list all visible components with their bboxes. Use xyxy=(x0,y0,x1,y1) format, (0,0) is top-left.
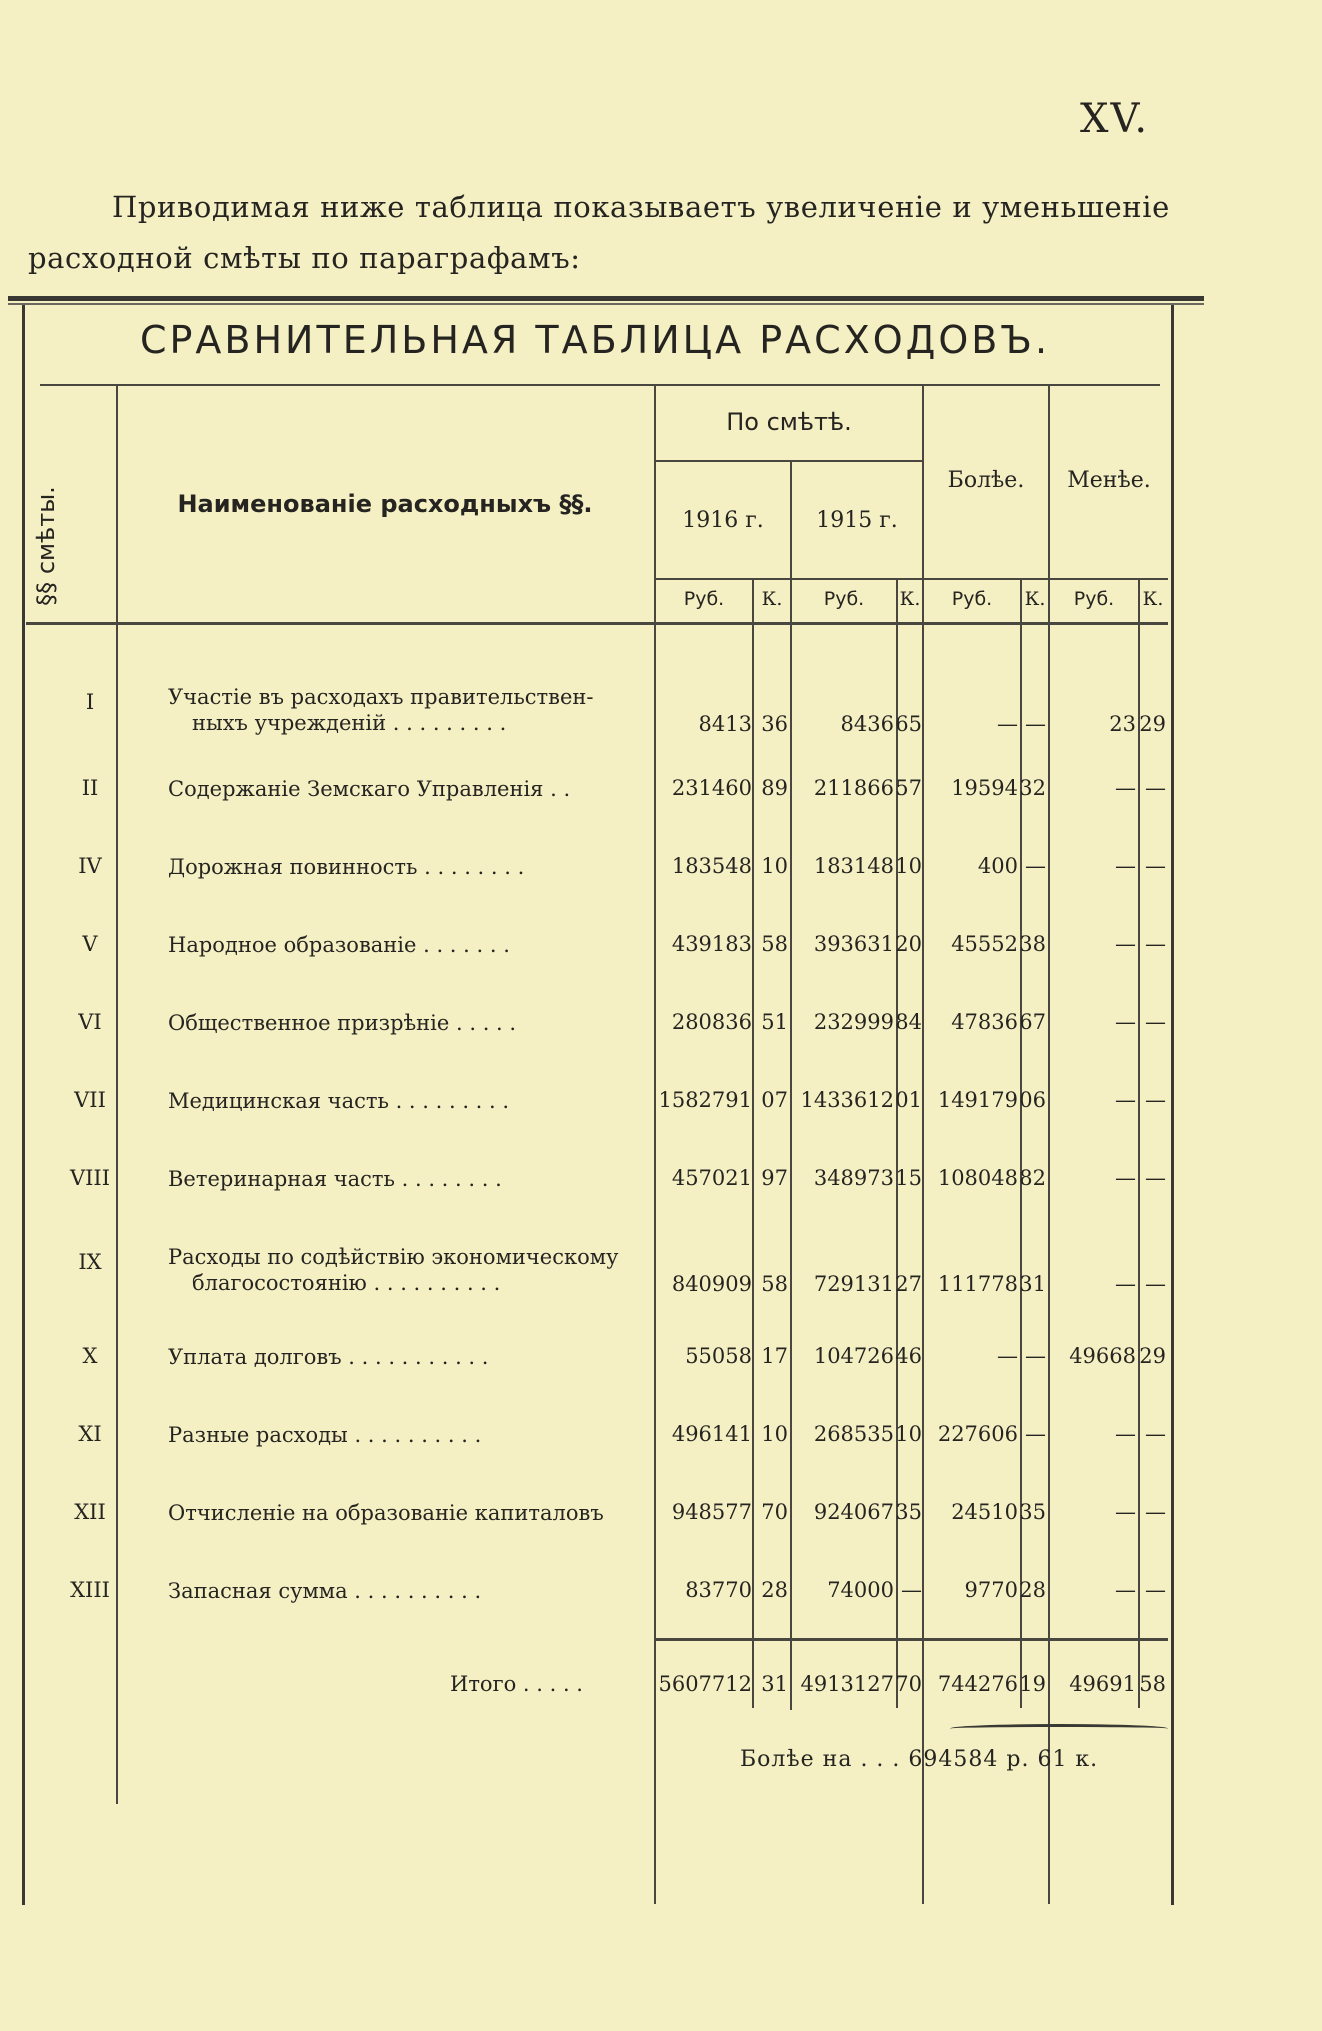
row-number: I xyxy=(85,690,95,714)
cell-rm: — xyxy=(1115,932,1136,956)
rub-header-1915: Руб. xyxy=(823,588,865,610)
cell-kb: 28 xyxy=(1019,1578,1046,1602)
table-row xyxy=(0,1082,1322,1142)
total-k15: 70 xyxy=(895,1672,922,1696)
cell-rb: 9770 xyxy=(964,1578,1018,1602)
table-row xyxy=(0,1338,1322,1398)
cell-r16: 1582791 xyxy=(658,1088,752,1112)
row-number: X xyxy=(82,1344,98,1368)
cell-r16: 83770 xyxy=(685,1578,752,1602)
bolee-header: Болѣе. xyxy=(947,468,1025,493)
intro-line-2: расходной смѣты по параграфамъ: xyxy=(28,241,581,275)
row-name xyxy=(168,1244,648,1296)
header-units-line xyxy=(656,578,1168,580)
row-name-line-1: Уплата долговъ . . . . . . . . . . . xyxy=(168,1345,489,1369)
table-row xyxy=(0,1245,1322,1310)
cell-rb: — xyxy=(997,1344,1018,1368)
cell-kb: 82 xyxy=(1019,1166,1046,1190)
intro-text xyxy=(28,182,1178,284)
cell-rm: — xyxy=(1115,1166,1136,1190)
row-name-line-1: Народное образованiе . . . . . . . xyxy=(168,933,510,957)
cell-k15: 20 xyxy=(895,932,922,956)
row-number: IX xyxy=(78,1250,102,1274)
cell-rb: 227606 xyxy=(937,1422,1018,1446)
cell-km: — xyxy=(1145,1500,1166,1524)
po-smete-header: По смѣтѣ. xyxy=(726,408,852,436)
cell-rb: — xyxy=(997,712,1018,736)
cell-k15: 84 xyxy=(895,1010,922,1034)
cell-kb: 32 xyxy=(1019,776,1046,800)
cell-r15: 348973 xyxy=(813,1166,894,1190)
difference-line: Болѣе на . . . 694584 р. 61 к. xyxy=(740,1747,1099,1772)
cell-km: — xyxy=(1145,1422,1166,1446)
row-name-line-2: ныхъ учрежденiй . . . . . . . . . xyxy=(192,711,507,735)
cell-km: 29 xyxy=(1139,712,1166,736)
cell-k16: 17 xyxy=(761,1344,788,1368)
cell-kb: 67 xyxy=(1019,1010,1046,1034)
row-name xyxy=(168,854,648,880)
rub-header-menee: Руб. xyxy=(1073,588,1115,610)
cell-k15: 10 xyxy=(895,1422,922,1446)
row-name-line-2: благосостоянiю . . . . . . . . . . xyxy=(192,1271,501,1295)
table-row xyxy=(0,1416,1322,1476)
cell-km: — xyxy=(1145,1088,1166,1112)
row-number: IV xyxy=(78,854,102,878)
cell-k15: — xyxy=(901,1578,922,1602)
table-row xyxy=(0,1572,1322,1632)
cell-kb: — xyxy=(1025,1344,1046,1368)
table-row xyxy=(0,926,1322,986)
header-top-line xyxy=(40,384,1160,386)
cell-km: — xyxy=(1145,1578,1166,1602)
cell-rm: — xyxy=(1115,1578,1136,1602)
cell-k15: 27 xyxy=(895,1272,922,1296)
cell-k15: 65 xyxy=(895,712,922,736)
total-k16: 31 xyxy=(761,1672,788,1696)
row-name-line-1: Запасная сумма . . . . . . . . . . xyxy=(168,1579,482,1603)
cell-k15: 01 xyxy=(895,1088,922,1112)
row-name xyxy=(168,1166,648,1192)
cell-rm: — xyxy=(1115,776,1136,800)
cell-kb: — xyxy=(1025,854,1046,878)
cell-r15: 268535 xyxy=(813,1422,894,1446)
row-number: XII xyxy=(74,1500,106,1524)
cell-k15: 10 xyxy=(895,854,922,878)
cell-r15: 1433612 xyxy=(800,1088,894,1112)
cell-k16: 07 xyxy=(761,1088,788,1112)
total-row xyxy=(0,1672,1322,1732)
cell-r15: 211866 xyxy=(813,776,894,800)
menee-header: Менѣе. xyxy=(1067,468,1151,493)
cell-k16: 51 xyxy=(761,1010,788,1034)
total-r15: 4913127 xyxy=(800,1672,894,1696)
name-header: Наименованiе расходныхъ §§. xyxy=(177,490,593,518)
cell-k16: 97 xyxy=(761,1166,788,1190)
row-name xyxy=(168,1500,648,1526)
row-name-line-1: Разные расходы . . . . . . . . . . xyxy=(168,1423,482,1447)
cell-km: — xyxy=(1145,854,1166,878)
cell-r16: 948577 xyxy=(671,1500,752,1524)
table-row xyxy=(0,685,1322,750)
cell-rb: 111778 xyxy=(937,1272,1018,1296)
cell-k15: 57 xyxy=(895,776,922,800)
cell-k16: 70 xyxy=(761,1500,788,1524)
kop-header-menee: К. xyxy=(1142,588,1164,610)
cell-k16: 28 xyxy=(761,1578,788,1602)
cell-rb: 47836 xyxy=(951,1010,1018,1034)
row-name-line-1: Медицинская часть . . . . . . . . . xyxy=(168,1089,510,1113)
row-name xyxy=(168,1422,648,1448)
row-name-line-1: Содержанiе Земскаго Управленiя . . xyxy=(168,777,571,801)
cell-r16: 840909 xyxy=(671,1272,752,1296)
cell-km: — xyxy=(1145,932,1166,956)
row-name-line-1: Ветеринарная часть . . . . . . . . xyxy=(168,1167,502,1191)
table-row xyxy=(0,1004,1322,1064)
total-kb: 19 xyxy=(1019,1672,1046,1696)
kop-header-bolee: К. xyxy=(1024,588,1046,610)
cell-rm: — xyxy=(1115,1088,1136,1112)
total-brace xyxy=(950,1724,1168,1733)
cell-r15: 393631 xyxy=(813,932,894,956)
row-name xyxy=(168,1088,648,1114)
cell-rm: — xyxy=(1115,1422,1136,1446)
cell-k16: 10 xyxy=(761,1422,788,1446)
cell-rb: 19594 xyxy=(951,776,1018,800)
row-number: VI xyxy=(78,1010,102,1034)
cell-rm: 23 xyxy=(1109,712,1136,736)
cell-r15: 74000 xyxy=(827,1578,894,1602)
cell-k16: 10 xyxy=(761,854,788,878)
cell-km: — xyxy=(1145,1166,1166,1190)
cell-r15: 183148 xyxy=(813,854,894,878)
row-name xyxy=(168,1578,648,1604)
cell-rm: — xyxy=(1115,1010,1136,1034)
rub-header-1916: Руб. xyxy=(683,588,725,610)
cell-k16: 36 xyxy=(761,712,788,736)
cell-rb: 108048 xyxy=(937,1166,1018,1190)
total-r16: 5607712 xyxy=(658,1672,752,1696)
row-name-line-1: Расходы по содѣйствiю экономическому xyxy=(168,1245,619,1269)
page-number: XV. xyxy=(1080,96,1150,142)
cell-kb: 06 xyxy=(1019,1088,1046,1112)
cell-k16: 58 xyxy=(761,932,788,956)
cell-rb: 400 xyxy=(977,854,1018,878)
top-rule xyxy=(8,296,1204,301)
row-name xyxy=(168,1010,648,1036)
cell-r15: 8436 xyxy=(840,712,894,736)
row-name-line-1: Участiе въ расходахъ правительствен- xyxy=(168,685,594,709)
cell-r15: 232999 xyxy=(813,1010,894,1034)
cell-r16: 183548 xyxy=(671,854,752,878)
table-row xyxy=(0,1494,1322,1554)
total-rb: 744276 xyxy=(937,1672,1018,1696)
cell-r16: 55058 xyxy=(685,1344,752,1368)
cell-r16: 457021 xyxy=(671,1166,752,1190)
cell-k15: 35 xyxy=(895,1500,922,1524)
total-rm: 49691 xyxy=(1069,1672,1136,1696)
cell-r15: 924067 xyxy=(813,1500,894,1524)
kop-header-1915: К. xyxy=(899,588,921,610)
total-label: Итого . . . . . xyxy=(450,1672,583,1696)
cell-rm: — xyxy=(1115,1500,1136,1524)
row-number: VII xyxy=(74,1088,106,1112)
cell-r16: 231460 xyxy=(671,776,752,800)
row-name-line-1: Общественное призрѣнiе . . . . . xyxy=(168,1011,517,1035)
total-line xyxy=(654,1638,1168,1641)
smety-header: §§ смѣты. xyxy=(31,486,60,606)
row-number: XIII xyxy=(70,1578,110,1602)
kop-header-1916: К. xyxy=(761,588,783,610)
year-1915-header: 1915 г. xyxy=(816,508,898,533)
cell-r16: 439183 xyxy=(671,932,752,956)
cell-km: — xyxy=(1145,1272,1166,1296)
table-row xyxy=(0,848,1322,908)
cell-rb: 24510 xyxy=(951,1500,1018,1524)
row-name xyxy=(168,776,648,802)
cell-kb: 35 xyxy=(1019,1500,1046,1524)
cell-km: — xyxy=(1145,776,1166,800)
total-km: 58 xyxy=(1139,1672,1166,1696)
cell-rb: 45552 xyxy=(951,932,1018,956)
rub-header-bolee: Руб. xyxy=(951,588,993,610)
cell-kb: — xyxy=(1025,1422,1046,1446)
row-number: VIII xyxy=(69,1166,111,1190)
table-row xyxy=(0,770,1322,830)
cell-r15: 104726 xyxy=(813,1344,894,1368)
table-title: СРАВНИТЕЛЬНАЯ ТАБЛИЦА РАСХОДОВЪ. xyxy=(139,318,1051,362)
cell-km: 29 xyxy=(1139,1344,1166,1368)
cell-kb: 31 xyxy=(1019,1272,1046,1296)
cell-r16: 8413 xyxy=(698,712,752,736)
cell-k16: 58 xyxy=(761,1272,788,1296)
row-name xyxy=(168,684,648,736)
cell-r15: 729131 xyxy=(813,1272,894,1296)
cell-k16: 89 xyxy=(761,776,788,800)
cell-km: — xyxy=(1145,1010,1166,1034)
table-row xyxy=(0,1160,1322,1220)
row-number: II xyxy=(81,776,99,800)
header-bottom-line xyxy=(26,622,1168,625)
cell-kb: — xyxy=(1025,712,1046,736)
row-number: V xyxy=(82,932,98,956)
intro-line-1: Приводимая ниже таблица показываетъ увеличенiе и уменьшенiе xyxy=(112,190,1170,224)
year-1916-header: 1916 г. xyxy=(682,508,764,533)
cell-k15: 15 xyxy=(895,1166,922,1190)
cell-k15: 46 xyxy=(895,1344,922,1368)
row-name xyxy=(168,932,648,958)
row-name xyxy=(168,1344,648,1370)
cell-rb: 149179 xyxy=(937,1088,1018,1112)
cell-r16: 496141 xyxy=(671,1422,752,1446)
cell-kb: 38 xyxy=(1019,932,1046,956)
cell-rm: — xyxy=(1115,1272,1136,1296)
cell-rm: 49668 xyxy=(1069,1344,1136,1368)
cell-rm: — xyxy=(1115,854,1136,878)
row-number: XI xyxy=(78,1422,102,1446)
row-name-line-1: Дорожная повинность . . . . . . . . xyxy=(168,855,525,879)
cell-r16: 280836 xyxy=(671,1010,752,1034)
row-name-line-1: Отчисленiе на образованiе капиталовъ xyxy=(168,1501,604,1525)
